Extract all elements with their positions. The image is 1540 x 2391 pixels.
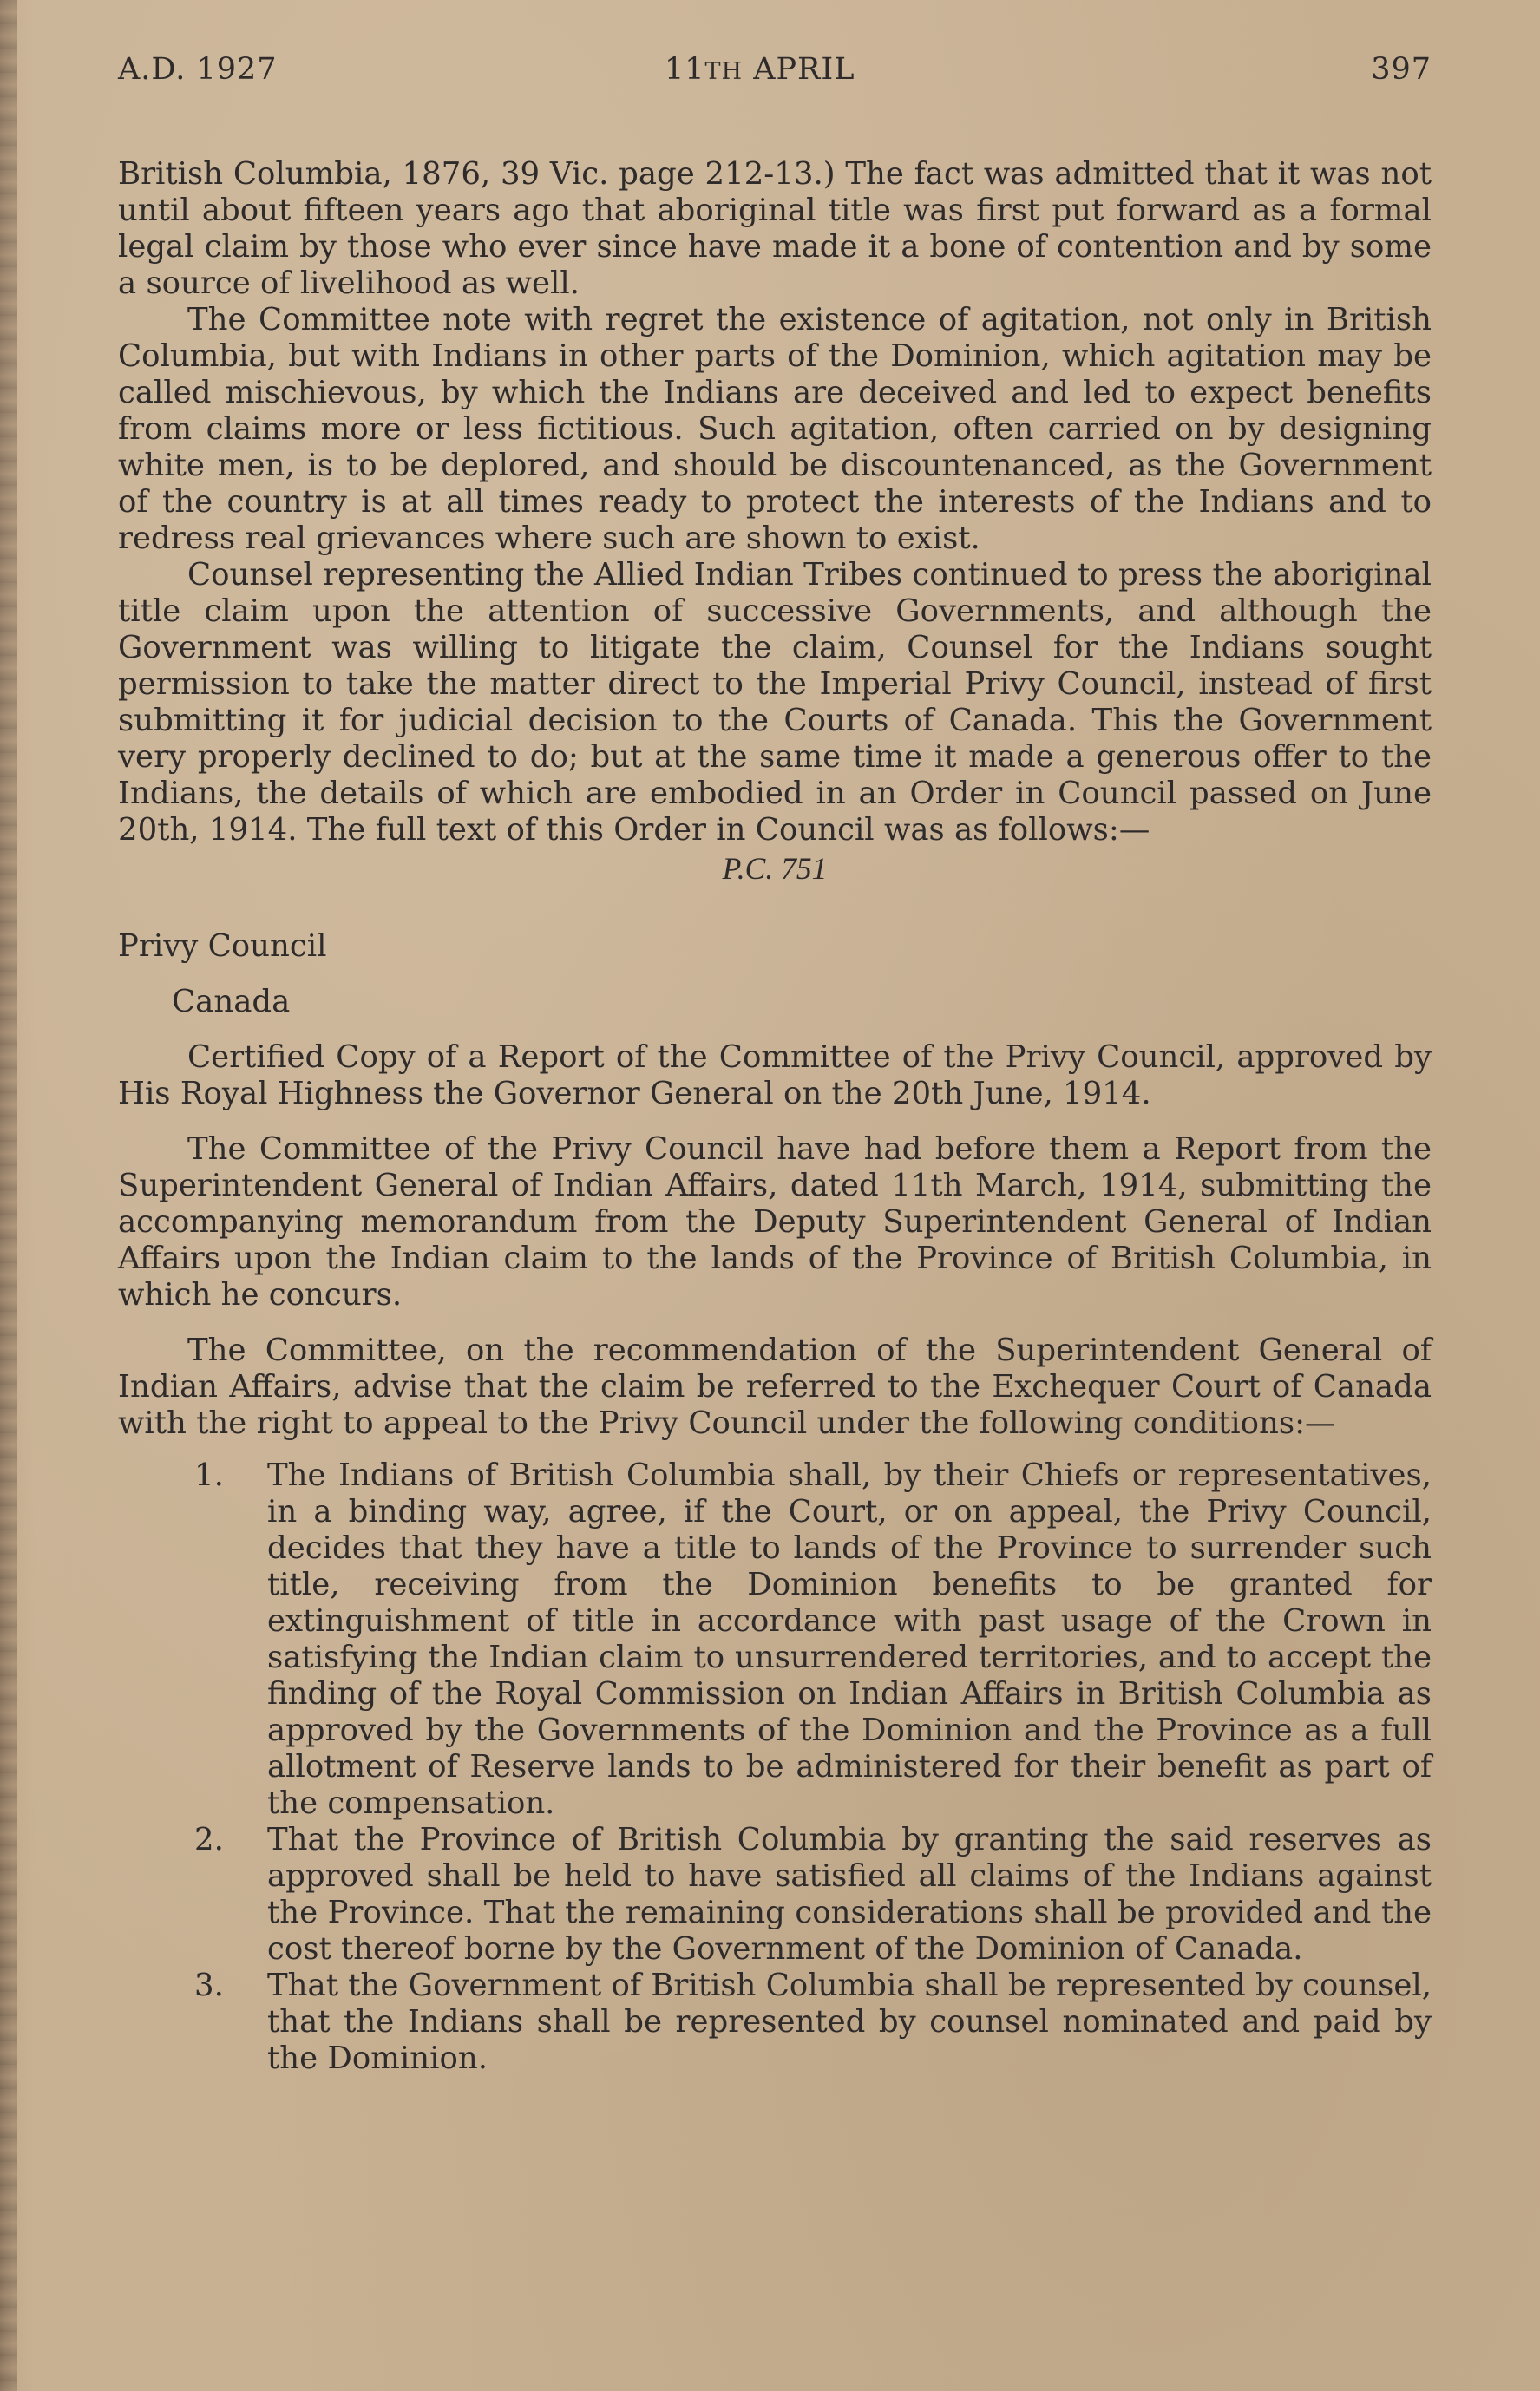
condition-text: That the Province of British Columbia by granting the said reserves as approved shall be held to have satisfied all claims of the Indians against the Province. That the remaining considerations shall be provided and the cost thereof borne by the Government of the Dominion of Canada. <box>267 1822 1432 1967</box>
header-day-suffix: TH <box>704 58 744 85</box>
page-binding-edge <box>0 0 17 2391</box>
paragraph-certified-copy: Certified Copy of a Report of the Committee of the Privy Council, approved by His Royal Highness the Governor General on the 20th June, 1914. <box>118 1039 1432 1111</box>
condition-text: That the Government of British Columbia shall be represented by counsel, that the Indians shall be represented by counsel nominated and paid by the Dominion. <box>267 1968 1432 2076</box>
paragraph-continuation: British Columbia, 1876, 39 Vic. page 212-13.) The fact was admitted that it was not until about fifteen years ago that aboriginal title was first put forward as a formal legal claim by those who ever since have made it a bone of contention and by some a source of livelihood as well. <box>118 156 1432 301</box>
header-month: APRIL <box>743 52 855 87</box>
header-day: 11 <box>665 52 705 87</box>
condition-item <box>118 1458 1432 1822</box>
page-body <box>118 156 1432 2077</box>
canada-heading: Canada <box>172 984 291 1019</box>
header-year: A.D. 1927 <box>118 52 278 87</box>
condition-number: 1. <box>194 1458 224 1493</box>
condition-text: The Indians of British Columbia shall, by their Chiefs or representatives, in a binding way, agree, if the Court, or on appeal, the Privy Council, decides that they have a title to lands of the Province to surrender such title, receiving from the Dominion benefits to be granted for extinguishment of title in accordance with past usage of the Crown in satisfying the Indian claim to unsurrendered territories, and to accept the finding of the Royal Commission on Indian Affairs in British Columbia as approved by the Governments of the Dominion and the Province as a full allotment of Reserve lands to be administered for their benefit as part of the compensation. <box>267 1458 1432 1821</box>
paragraph-recommendation: The Committee, on the recommendation of the Superintendent General of Indian Affairs, advise that the claim be referred to the Exchequer Court of Canada with the right to appeal to the Privy Council under the following conditions:— <box>118 1333 1432 1441</box>
paragraph-report: The Committee of the Privy Council have had before them a Report from the Superintendent General of Indian Affairs, dated 11th March, 1914, submitting the accompanying memorandum from the Deputy Superintendent General of Indian Affairs upon the Indian claim to the lands of the Province of British Columbia, in which he concurs. <box>118 1131 1432 1313</box>
order-number: P.C. 751 <box>722 851 828 886</box>
header-date <box>665 52 855 87</box>
paragraph-counsel: Counsel representing the Allied Indian Tribes continued to press the aboriginal title claim upon the attention of successive Governments, and although the Government was willing to litigate the claim, Counsel for the Indians sought permission to take the matter direct to the Imperial Privy Council, instead of first submitting it for judicial decision to the Courts of Canada. This the Government very properly declined to do; but at the same time it made a generous offer to the Indians, the details of which are embodied in an Order in Council passed on June 20th, 1914. The full text of this Order in Council was as follows:— <box>118 557 1432 848</box>
condition-number: 2. <box>194 1822 224 1857</box>
paragraph-agitation: The Committee note with regret the existence of agitation, not only in British Columbia, but with Indians in other parts of the Dominion, which agitation may be called mischievous, by which the Indians are deceived and led to expect benefits from claims more or less fictitious. Such agitation, often carried on by designing white men, is to be deplored, and should be discountenanced, as the Government of the country is at all times ready to protect the interests of the Indians and to redress real grievances where such are shown to exist. <box>118 302 1432 556</box>
running-header <box>118 52 1432 95</box>
page-number: 397 <box>1371 52 1432 87</box>
privy-council-heading: Privy Council <box>118 928 327 964</box>
condition-item <box>118 1822 1432 1968</box>
condition-item <box>118 1968 1432 2077</box>
condition-number: 3. <box>194 1968 224 2003</box>
